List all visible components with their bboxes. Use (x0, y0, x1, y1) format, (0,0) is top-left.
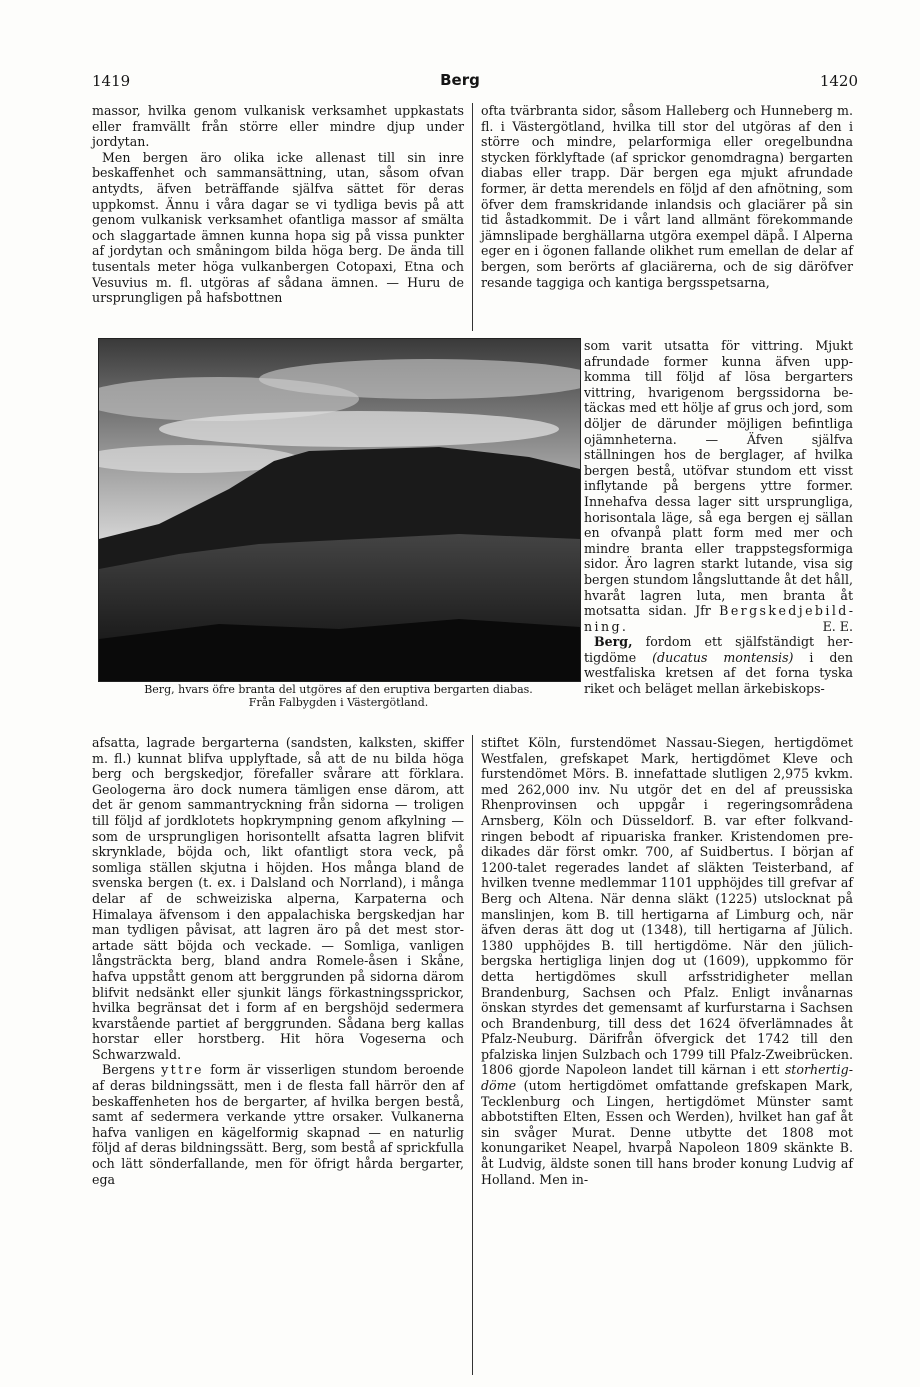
entry-headword: Berg, (594, 634, 633, 650)
column-divider (472, 103, 473, 331)
page-header (0, 72, 920, 94)
paragraph: massor, hvilka genom vulkanisk verksamhet uppkastats eller framvällt från större eller mindre djup under jordytan. (92, 103, 464, 150)
paragraph: Men bergen äro olika icke allenast till sin inre beskaffenhet och sammansättning, utan, såsom ofvan antydts, äfven beträffande själfva sättet för deras uppkomst. Ännu i våra dagar se vi tydliga bevis på att genom vulkanisk verksamhet ofantliga massor af smälta och slaggartade ämnen kunna hopa sig på vissa punkter af jordytan och småningom bilda höga berg. De ända till tusentals meter höga vulkanbergen Cotopaxi, Etna och Vesuvius m. fl. utgöras af sådana ämnen. — Huru de ursprungligen på hafsbottnen (92, 149, 464, 306)
column-divider (472, 735, 473, 1375)
column-left-bottom (92, 735, 464, 1187)
paragraph: afsatta, lagrade bergarterna (sandsten, kalksten, skiffer m. fl.) kunnat blifva upplyftade, så att de nu bilda höga berg och bergskedjor, förefaller svårare att förklara. Geologerna äro dock numera tämligen ense därom, att det är genom sammantryckning från sidorna — troligen till följd af jordklotets hopkrympning genom afkylning — som de ursprungligen horisontellt afsatta lagren blifvit skrynklade, böjda och, likt ofantligt stora veck, på somliga ställen skjutna i höjden. Hos många bland de svenska bergen (t. ex. i Dalsland och Norrland), i många delar af de schweiziska alperna, Karpaterna och Himalaya äfvensom i den appalachiska bergskedjan har man tydligen påvisat, att lagren äro på det mest storartade sätt böjda och veckade. — Somliga, vanligen långsträckta berg, bland andra Romele-åsen i Skåne, hafva uppstått genom att berggrunden på sidorna därom blifvit nedsänkt eller sjunkit längs förkastningssprickor, hvilka begränsat det i form af en bergshöjd sedermera kvarstående partiet af berggrunden. Sådana berg kallas horstar eller horstberg. Hit höra Vogeserna och Schwarzwald. (92, 735, 464, 1062)
paragraph (481, 735, 853, 1187)
entry-text: fordom ett själfständigt hertigdöme (584, 634, 853, 665)
paragraph: ofta tvärbranta sidor, såsom Halleberg och Hunneberg m. fl. i Västergötland, hvilka till stor del utgöras af den i större och mindre, pelarformiga eller oregelbundna stycken förklyftade (af sprickor genomdragna) bergarten diabas eller trapp. Där bergen ega mjukt afrundade former, är detta merendels en följd af den afnötning, som öfver dem framskridande inlandsis och glaciärer på sin tid åstadkommit. De i vårt land allmänt förekommande jämnslipade berghällarna utgöra exempel däpå. I Alperna eger en i ögonen fallande olikhet rum emellan de delar af bergen, som berörts af glaciärerna, och de sig däröfver resande taggiga och kantiga bergsspetsarna, (481, 103, 853, 290)
crossref-link[interactable]: Bergskedjebildning. (584, 603, 853, 634)
emphasized-word: yttre (161, 1062, 204, 1078)
column-left-top (92, 103, 464, 306)
paragraph-text: (utom hertigdömet omfattande grefskapen Mark, Tecklenburg och Lingen, hertigdömet Münster samt abbotstiften Elten, Essen och Werden), hvilket han gaf åt sin svåger Murat. Denne utbytte det 1808 mot konungariket Neapel, hvarpå Napoleon 1809 skänkte B. åt Ludvig, äldste sonen till hans broder konung Ludvig af Holland. Men in- (481, 1078, 853, 1187)
paragraph-text: Bergens (102, 1062, 155, 1078)
column-right-beside-figure (584, 338, 853, 697)
paragraph (584, 338, 853, 634)
caption-line: Från Falbygden i Västergötland. (248, 695, 429, 709)
entry-text: i den westfaliska kretsen af det forna tyska riket och beläget mellan ärkebiskops- (584, 649, 853, 697)
italic-term: storhertigdöme (481, 1062, 853, 1094)
column-right-bottom (481, 735, 853, 1187)
paragraph-text: stiftet Köln, furstendömet Nassau-Siegen, hertigdömet Westfalen, grefskapet Mark, hertigdömet Kleve och furstendömet Mörs. B. innefattade slutligen 2,975 kvkm. med 262,000 inv. Nu utgör det en del af preussiska Rhenprovinsen och uppgår i regeringsområdena Arnsberg, Köln och Düsseldorf. B. var efter folkvandringen bebodt af ripuariska franker. Kristendomen predikades där först omkr. 700, af Suidbertus. I början af 1200-talet regerades landet af släkten Teisterband, af hvilken tvenne medlemmar 1101 upphöjdes till grefvar af Berg och Altena. När denna släkt (1225) utslocknat på manslinjen, kom B. till hertigarna af Limburg och, när äfven deras ätt dog ut (1348), till hertigarna af Jülich. 1380 upphöjdes B. till hertigdöme. När den jülich-bergska hertigliga linjen dog ut (1609), uppkommo för detta hertigdömes skull arfsstridigheter mellan Brandenburg, Sachsen och Pfalz. Enligt invånarnas önskan styrdes det gemensamt af kurfurstarna i Sachsen och Brandenburg, till dess det 1624 öfverlämnades åt Pfalz-Neuburg. Därifrån öfvergick det 1742 till den pfalziska linjen Sulzbach och 1799 till Pfalz-Zweibrücken. 1806 gjorde Napoleon landet till kärnan i ett (481, 735, 853, 1078)
page-number-right: 1420 (819, 72, 858, 90)
figure-mountain-photo (98, 338, 581, 682)
entry-berg-duchy (584, 634, 853, 696)
page-number-left: 1419 (92, 72, 131, 90)
author-signature: E. E. (822, 618, 853, 634)
caption-line: Berg, hvars öfre branta del utgöres af den eruptiva bergarten diabas. (144, 683, 533, 696)
paragraph-text: som varit utsatta för vittring. Mjukt afrundade former kunna äfven uppkomma till följd af lösa bergarters vittring, hvarigenom bergssidorna betäckas med ett hölje af grus och jord, som döljer de därunder möjligen befintliga ojämnheterna. — Äfven själfva ställningen hos de berglager, af hvilka bergen bestå, utöfvar stundom ett visst inflytande på bergens yttre former. Innehafva dessa lager sitt ursprungliga, horisontala läge, så ega bergen ej sällan en ofvanpå platt form med mer och mindre branta eller trappstegsformiga sidor. Äro lagren starkt lutande, visa sig bergen stundom långsluttande åt det håll, hvaråt lagren luta, men branta åt motsatta sidan. Jfr (584, 338, 853, 619)
paragraph (92, 1062, 464, 1187)
paragraph-text: form är visserligen stundom beroende af deras bildningssätt, men i de flesta fall härrör den af beskaffenheten hos de bergarter, af hvilka bergen bestå, samt af sedermera verkande yttre orsaker. Vulkanerna hafva vanligen en kägelformig skapnad — en naturlig följd af deras bildningssätt. Berg, som bestå af sprickfulla och lätt sönderfallande, men för öfrigt hårda bergarter, ega (92, 1062, 464, 1187)
figure-caption (98, 684, 579, 709)
column-right-top (481, 103, 853, 290)
running-title: Berg (440, 71, 480, 89)
mountain-illustration (99, 339, 580, 681)
latin-term: (ducatus montensis) (652, 649, 794, 665)
